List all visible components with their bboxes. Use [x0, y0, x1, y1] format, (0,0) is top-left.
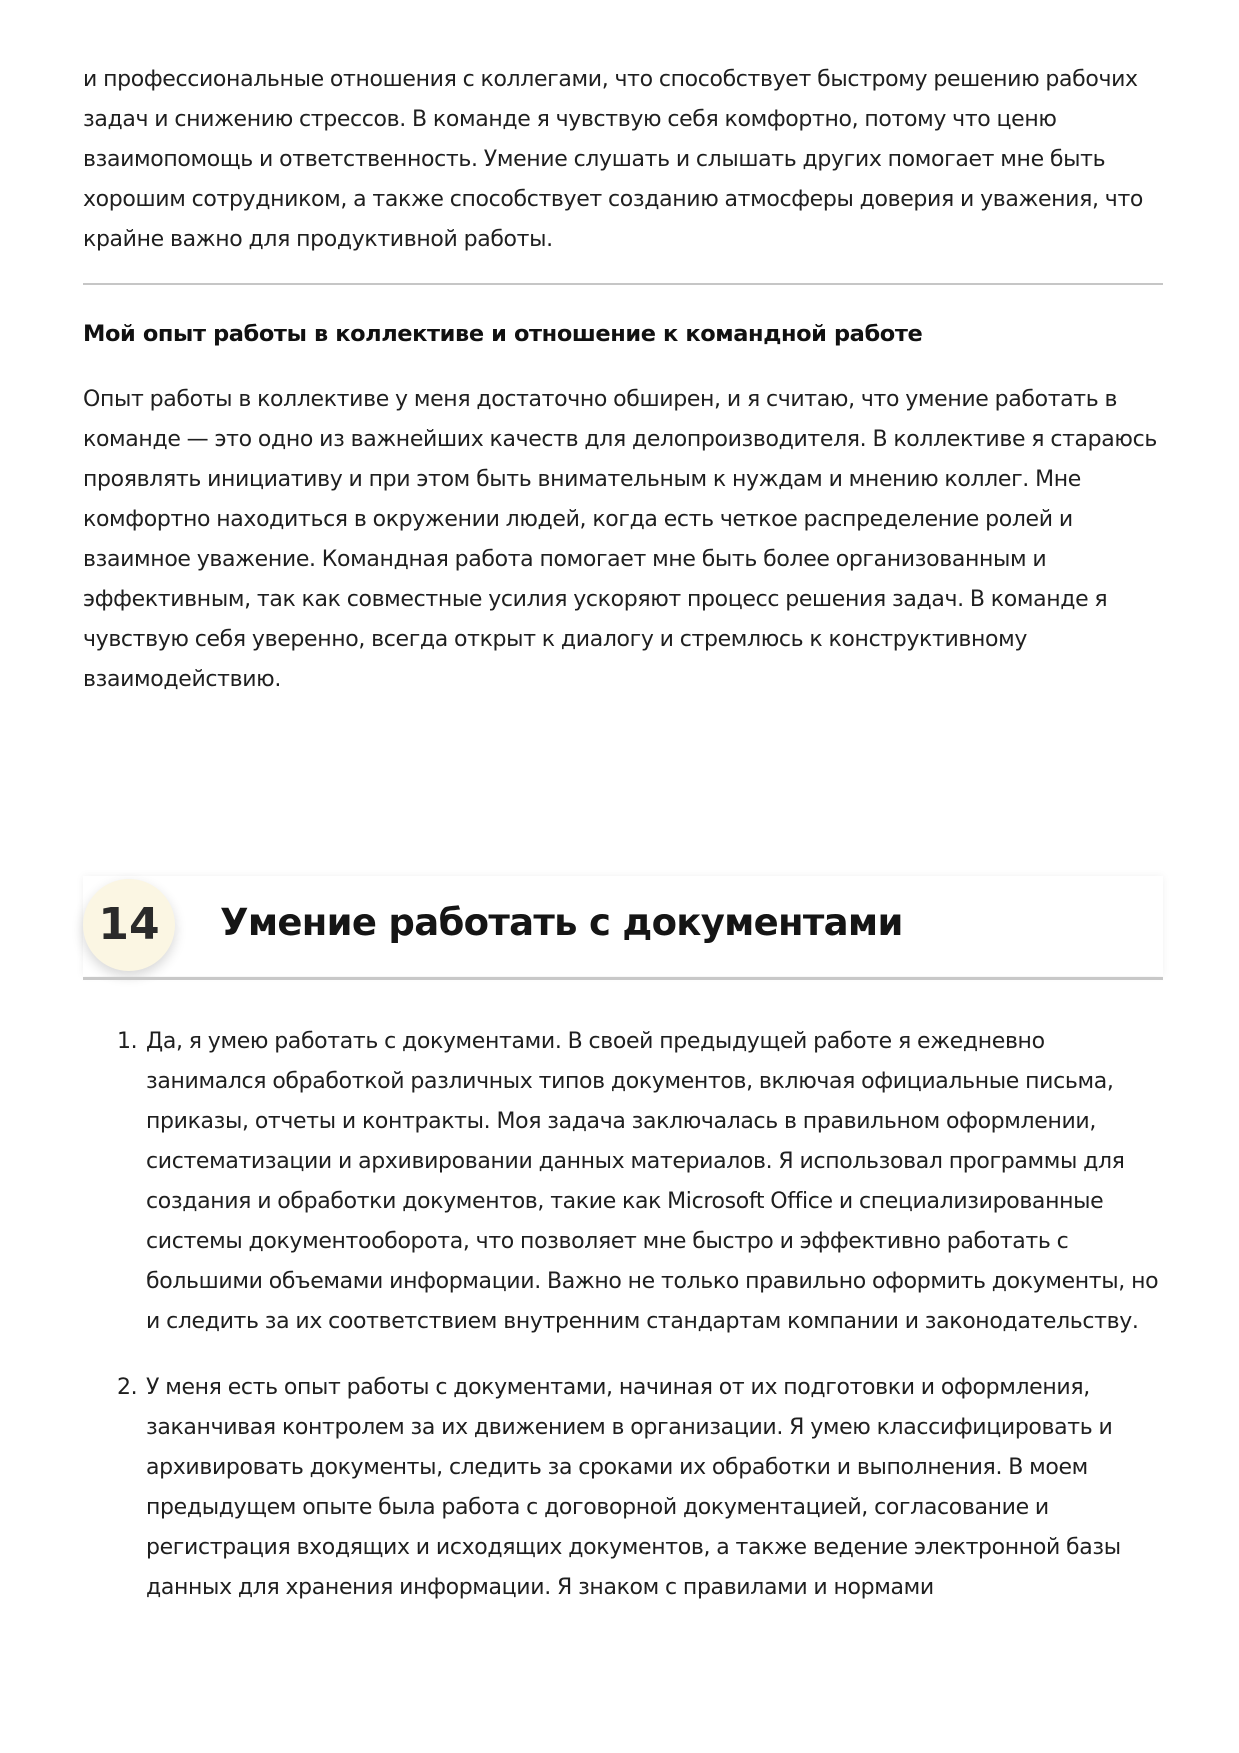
section-title: Умение работать с документами [220, 901, 903, 944]
list-item-text: У меня есть опыт работы с документами, начиная от их подготовки и оформления, заканчивая контролем за их движением в организации. Я умею классифицировать и архивировать документы, следить за сроками их обработки и выполнения. В моем предыдущем опыте была работа с договорной документацией, согласование и регистрация входящих и исходящих документов, а также ведение электронной базы данных для хранения информации. Я знаком с правилами и нормами [146, 1375, 1121, 1600]
list-item-number: 2. [117, 1375, 138, 1400]
list-item-text: Да, я умею работать с документами. В своей предыдущей работе я ежедневно занимался обработкой различных типов документов, включая официальные письма, приказы, отчеты и контракты. Моя задача заключалась в правильном оформлении, систематизации и архивировании данных материалов. Я использовал программы для создания и обработки документов, такие как Microsoft Office и специализированные системы документооборота, что позволяет мне быстро и эффективно работать с большими объемами информации. Важно не только правильно оформить документы, но и следить за их соответствием внутренним стандартам компании и законодательству. [146, 1029, 1159, 1334]
list-item [83, 1368, 1163, 1608]
experience-heading: Мой опыт работы в коллективе и отношение к командной работе [83, 321, 923, 347]
list-item-number: 1. [117, 1029, 138, 1054]
section-number-badge: 14 [83, 879, 175, 971]
section-header [83, 876, 1163, 980]
experience-paragraph: Опыт работы в коллективе у меня достаточно обширен, и я считаю, что умение работать в команде — это одно из важнейших качеств для делопроизводителя. В коллективе я стараюсь проявлять инициативу и при этом быть внимательным к нуждам и мнению коллег. Мне комфортно находиться в окружении людей, когда есть четкое распределение ролей и взаимное уважение. Командная работа помогает мне быть более организованным и эффективным, так как совместные усилия ускоряют процесс решения задач. В команде я чувствую себя уверенно, всегда открыт к диалогу и стремлюсь к конструктивному взаимодействию. [83, 387, 1157, 692]
divider [83, 283, 1163, 285]
answers-list [83, 1022, 1163, 1634]
section-divider [83, 977, 1163, 980]
continued-paragraph: и профессиональные отношения с коллегами, что способствует быстрому решению рабочих задач и снижению стрессов. В команде я чувствую себя комфортно, потому что ценю взаимопомощь и ответственность. Умение слушать и слышать других помогает мне быть хорошим сотрудником, а также способствует созданию атмосферы доверия и уважения, что крайне важно для продуктивной работы. [83, 67, 1144, 252]
list-item [83, 1022, 1163, 1342]
